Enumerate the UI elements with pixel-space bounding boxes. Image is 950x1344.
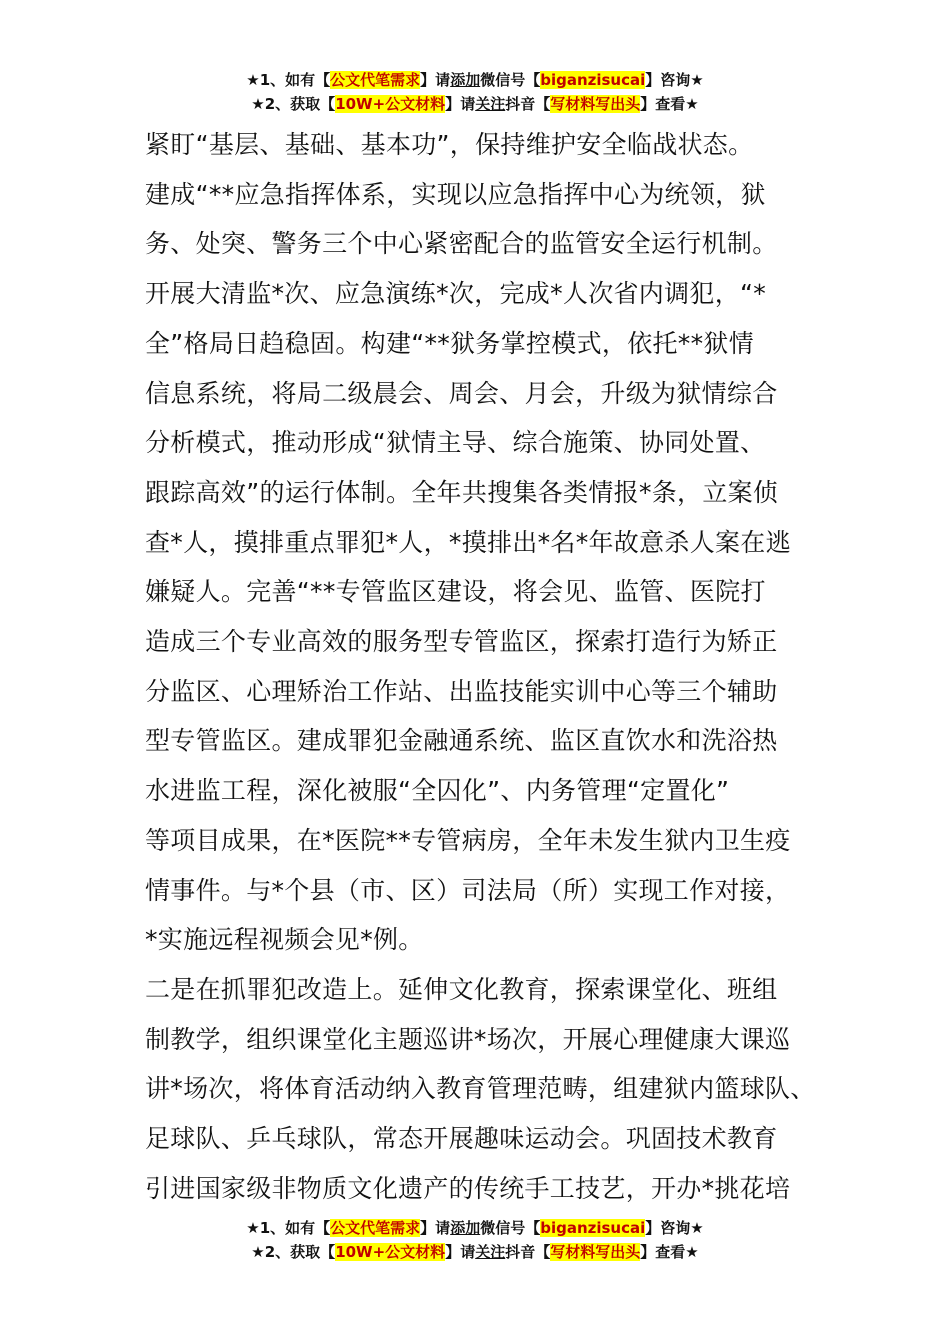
banner-highlight: 10W+公文材料 — [335, 1243, 446, 1261]
body-line: 开展大清监*次、应急演练*次，完成*人次省内调犯，“* — [145, 279, 767, 309]
banner-text: 】咨询★ — [645, 71, 704, 89]
body-line: 查*人，摸排重点罪犯*人，*摸排出*名*年故意杀人案在逃 — [145, 527, 791, 557]
banner-text: 抖音【 — [505, 1243, 551, 1261]
body-line: 分析模式，推动形成“狱情主导、综合施策、协同处置、 — [145, 428, 766, 458]
banner-line-2 — [0, 1240, 950, 1264]
body-line: 水进监工程，深化被服“全囚化”、内务管理“定置化” — [145, 776, 730, 806]
body-line: 嫌疑人。完善“**专管监区建设，将会见、监管、医院打 — [145, 577, 766, 607]
banner-line-2 — [0, 92, 950, 116]
banner-text: ★2、获取【 — [251, 1243, 336, 1261]
banner-highlight: 10W+公文材料 — [335, 95, 446, 113]
banner-highlight: 公文代笔需求 — [330, 1219, 421, 1237]
body-line: 全”格局日趋稳固。构建“**狱务掌控模式，依托**狱情 — [145, 328, 755, 358]
banner-text: 】请 — [445, 1243, 476, 1261]
body-line: 二是在抓罪犯改造上。延伸文化教育，探索课堂化、班组 — [145, 974, 778, 1004]
banner-highlight: biganzisucai — [540, 1219, 646, 1237]
body-line: 等项目成果，在*医院**专管病房，全年未发生狱内卫生疫 — [145, 825, 791, 855]
banner-text: 抖音【 — [505, 95, 551, 113]
banner-text: ★1、如有【 — [246, 1219, 331, 1237]
body-line: 引进国家级非物质文化遗产的传统手工技艺，开办*挑花培 — [145, 1173, 791, 1203]
banner-text: 微信号【 — [480, 1219, 541, 1237]
body-line: 情事件。与*个县（市、区）司法局（所）实现工作对接， — [145, 875, 791, 905]
banner-underlined: 添加 — [450, 71, 481, 89]
banner-highlight: biganzisucai — [540, 71, 646, 89]
body-line: 紧盯“基层、基础、基本功”，保持维护安全临战状态。 — [145, 130, 754, 159]
banner-underlined: 关注 — [475, 95, 506, 113]
body-line: 足球队、乒乓球队，常态开展趣味运动会。巩固技术教育 — [145, 1124, 778, 1154]
banner-line-1 — [0, 68, 950, 92]
body-line: 造成三个专业高效的服务型专管监区，探索打造行为矫正 — [145, 627, 778, 657]
banner-text: 】咨询★ — [645, 1219, 704, 1237]
document-body — [145, 120, 815, 1213]
body-line: *实施远程视频会见*例。 — [145, 925, 424, 955]
footer-banner — [0, 1216, 950, 1264]
body-line: 制教学，组织课堂化主题巡讲*场次，开展心理健康大课巡 — [145, 1024, 791, 1054]
banner-text: ★1、如有【 — [246, 71, 331, 89]
body-line: 务、处突、警务三个中心紧密配合的监管安全运行机制。 — [145, 229, 778, 259]
body-line: 信息系统，将局二级晨会、周会、月会，升级为狱情综合 — [145, 378, 778, 408]
banner-text: 】请 — [420, 1219, 451, 1237]
body-line: 建成“**应急指挥体系，实现以应急指挥中心为统领，狱 — [145, 179, 766, 209]
banner-highlight: 公文代笔需求 — [330, 71, 421, 89]
banner-highlight: 写材料写出头 — [550, 95, 641, 113]
body-line: 型专管监区。建成罪犯金融通系统、监区直饮水和洗浴热 — [145, 726, 778, 756]
banner-underlined: 添加 — [450, 1219, 481, 1237]
body-line: 分监区、心理矫治工作站、出监技能实训中心等三个辅助 — [145, 676, 778, 706]
banner-text: 】查看★ — [640, 95, 699, 113]
banner-highlight: 写材料写出头 — [550, 1243, 641, 1261]
header-banner — [0, 68, 950, 116]
banner-text: 】请 — [420, 71, 451, 89]
banner-text: ★2、获取【 — [251, 95, 336, 113]
banner-text: 】查看★ — [640, 1243, 699, 1261]
banner-line-1 — [0, 1216, 950, 1240]
banner-text: 】请 — [445, 95, 476, 113]
body-line: 跟踪高效”的运行体制。全年共搜集各类情报*条，立案侦 — [145, 477, 779, 507]
body-line: 讲*场次，将体育活动纳入教育管理范畴，组建狱内篮球队、 — [145, 1074, 816, 1104]
banner-underlined: 关注 — [475, 1243, 506, 1261]
banner-text: 微信号【 — [480, 71, 541, 89]
